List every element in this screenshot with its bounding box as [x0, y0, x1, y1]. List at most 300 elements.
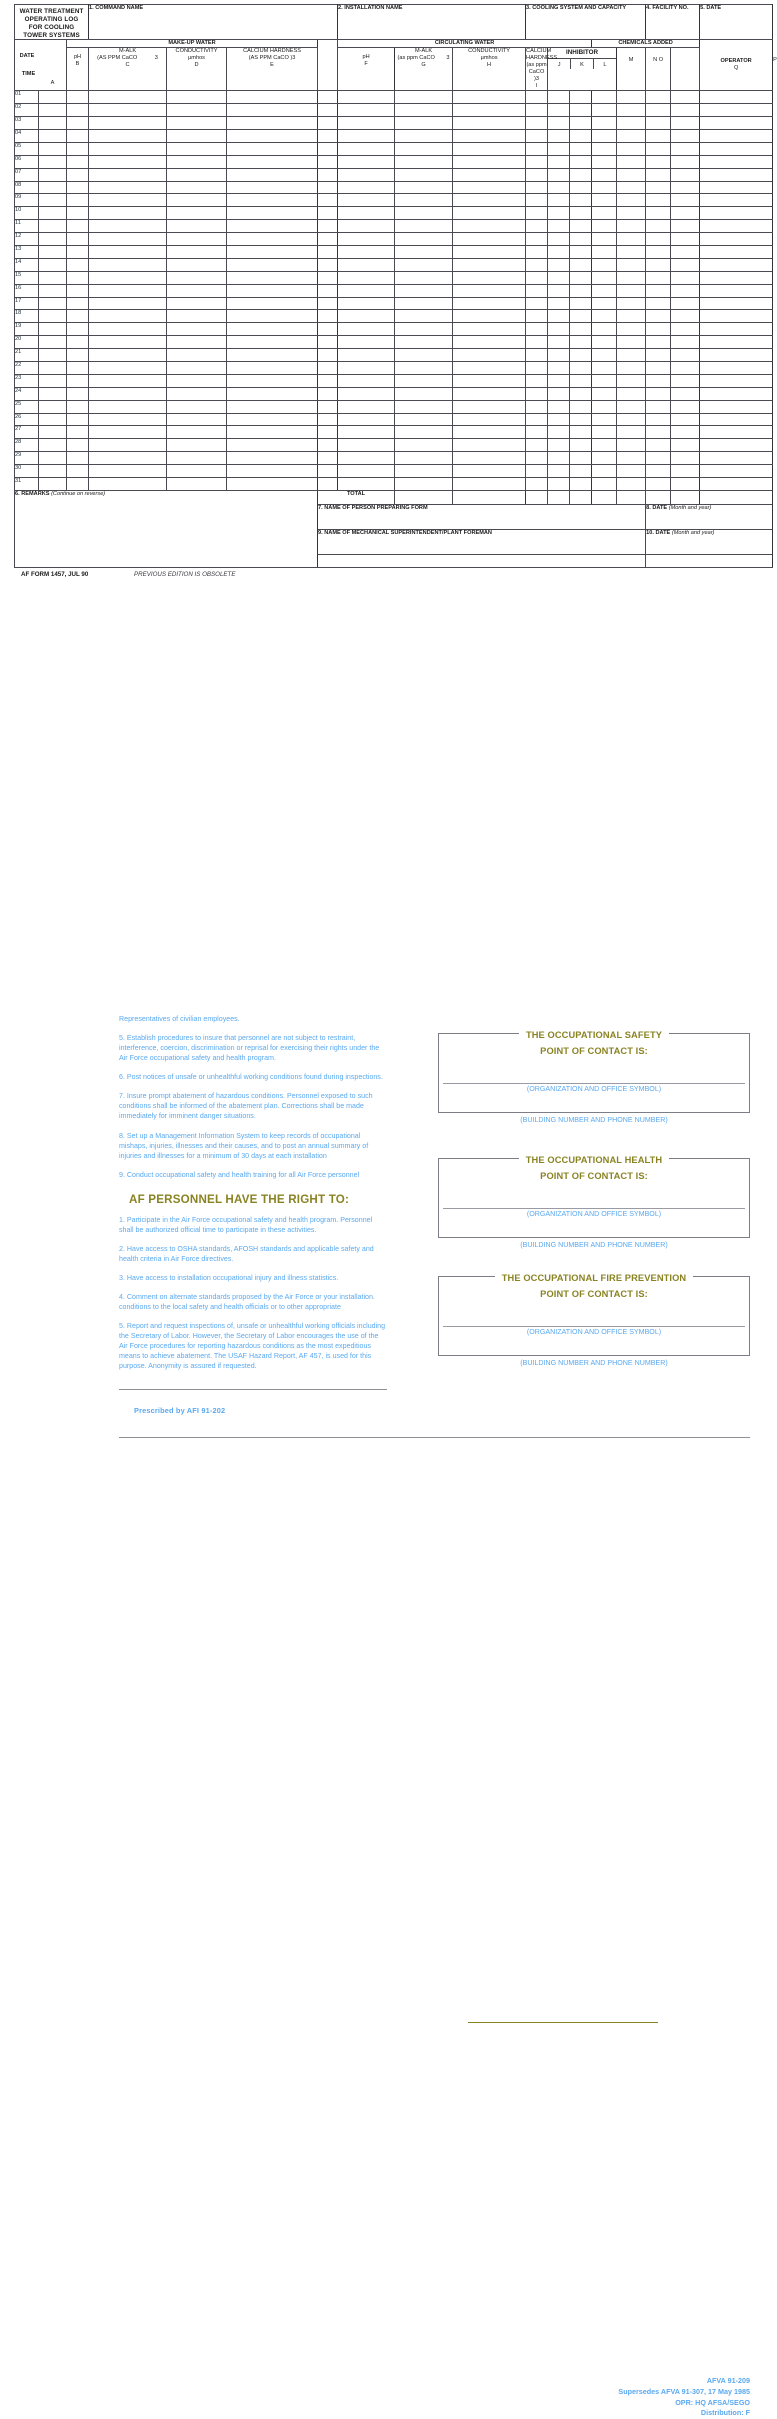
data-cell[interactable]	[67, 374, 89, 387]
data-cell[interactable]	[526, 181, 548, 194]
data-cell[interactable]	[700, 155, 773, 168]
data-cell[interactable]	[167, 271, 227, 284]
data-cell[interactable]	[617, 117, 646, 130]
data-cell[interactable]	[39, 117, 67, 130]
data-cell[interactable]	[646, 194, 671, 207]
data-cell[interactable]	[338, 246, 395, 259]
data-cell[interactable]	[89, 362, 167, 375]
data-cell[interactable]	[671, 168, 700, 181]
data-cell[interactable]	[526, 439, 548, 452]
data-cell[interactable]	[617, 142, 646, 155]
data-cell[interactable]	[39, 258, 67, 271]
data-cell[interactable]	[89, 426, 167, 439]
data-cell[interactable]	[526, 142, 548, 155]
data-cell[interactable]	[67, 155, 89, 168]
field-facility-no[interactable]: 4. FACILITY NO.	[646, 5, 700, 40]
data-cell[interactable]	[453, 310, 526, 323]
data-cell[interactable]	[526, 349, 548, 362]
data-cell[interactable]	[570, 207, 592, 220]
data-cell[interactable]	[617, 194, 646, 207]
data-cell[interactable]	[318, 104, 338, 117]
data-cell[interactable]	[453, 426, 526, 439]
data-cell[interactable]	[338, 117, 395, 130]
data-cell[interactable]	[526, 207, 548, 220]
data-cell[interactable]	[395, 310, 453, 323]
data-cell[interactable]	[39, 439, 67, 452]
data-cell[interactable]	[67, 130, 89, 143]
data-cell[interactable]	[67, 297, 89, 310]
data-cell[interactable]	[338, 297, 395, 310]
data-cell[interactable]	[453, 478, 526, 491]
data-cell[interactable]	[167, 465, 227, 478]
data-cell[interactable]	[700, 323, 773, 336]
field-command-name[interactable]: 1. COMMAND NAME	[89, 5, 338, 40]
data-cell[interactable]	[338, 220, 395, 233]
data-cell[interactable]	[646, 130, 671, 143]
data-cell[interactable]	[453, 400, 526, 413]
data-cell[interactable]	[671, 155, 700, 168]
data-cell[interactable]	[227, 478, 318, 491]
data-cell[interactable]	[338, 104, 395, 117]
data-cell[interactable]	[592, 117, 617, 130]
data-cell[interactable]	[338, 387, 395, 400]
data-cell[interactable]	[67, 465, 89, 478]
data-cell[interactable]	[453, 336, 526, 349]
data-cell[interactable]	[453, 194, 526, 207]
data-cell[interactable]	[526, 323, 548, 336]
data-cell[interactable]	[318, 91, 338, 104]
data-cell[interactable]	[671, 323, 700, 336]
data-cell[interactable]	[167, 297, 227, 310]
data-cell[interactable]	[227, 465, 318, 478]
data-cell[interactable]	[338, 452, 395, 465]
data-cell[interactable]	[167, 478, 227, 491]
data-cell[interactable]	[700, 181, 773, 194]
data-cell[interactable]	[453, 439, 526, 452]
remarks-field[interactable]	[15, 490, 318, 567]
data-cell[interactable]	[671, 130, 700, 143]
data-cell[interactable]	[227, 91, 318, 104]
data-cell[interactable]	[167, 181, 227, 194]
data-cell[interactable]	[592, 323, 617, 336]
data-cell[interactable]	[526, 374, 548, 387]
data-cell[interactable]	[227, 117, 318, 130]
data-cell[interactable]	[646, 168, 671, 181]
data-cell[interactable]	[39, 374, 67, 387]
data-cell[interactable]	[646, 336, 671, 349]
data-cell[interactable]	[395, 155, 453, 168]
total-cell[interactable]	[646, 490, 671, 504]
data-cell[interactable]	[646, 142, 671, 155]
data-cell[interactable]	[548, 155, 570, 168]
data-cell[interactable]	[453, 91, 526, 104]
data-cell[interactable]	[39, 207, 67, 220]
data-cell[interactable]	[526, 362, 548, 375]
data-cell[interactable]	[617, 452, 646, 465]
data-cell[interactable]	[592, 155, 617, 168]
data-cell[interactable]	[700, 194, 773, 207]
data-cell[interactable]	[67, 336, 89, 349]
data-cell[interactable]	[89, 439, 167, 452]
data-cell[interactable]	[67, 323, 89, 336]
data-cell[interactable]	[570, 246, 592, 259]
data-cell[interactable]	[167, 426, 227, 439]
data-cell[interactable]	[227, 362, 318, 375]
data-cell[interactable]	[700, 207, 773, 220]
data-cell[interactable]	[548, 387, 570, 400]
data-cell[interactable]	[526, 91, 548, 104]
data-cell[interactable]	[89, 233, 167, 246]
data-cell[interactable]	[67, 207, 89, 220]
data-cell[interactable]	[39, 142, 67, 155]
data-cell[interactable]	[167, 439, 227, 452]
data-cell[interactable]	[395, 91, 453, 104]
data-cell[interactable]	[700, 336, 773, 349]
data-cell[interactable]	[646, 297, 671, 310]
data-cell[interactable]	[700, 91, 773, 104]
data-cell[interactable]	[570, 181, 592, 194]
data-cell[interactable]	[167, 168, 227, 181]
data-cell[interactable]	[39, 387, 67, 400]
data-cell[interactable]	[526, 168, 548, 181]
data-cell[interactable]	[646, 478, 671, 491]
data-cell[interactable]	[395, 478, 453, 491]
data-cell[interactable]	[318, 181, 338, 194]
data-cell[interactable]	[395, 439, 453, 452]
data-cell[interactable]	[89, 478, 167, 491]
data-cell[interactable]	[67, 117, 89, 130]
data-cell[interactable]	[39, 155, 67, 168]
data-cell[interactable]	[700, 439, 773, 452]
data-cell[interactable]	[453, 452, 526, 465]
data-cell[interactable]	[548, 233, 570, 246]
data-cell[interactable]	[167, 104, 227, 117]
sig-label[interactable]: 7. NAME OF PERSON PREPARING FORM	[318, 504, 646, 529]
data-cell[interactable]	[700, 452, 773, 465]
data-cell[interactable]	[453, 142, 526, 155]
data-cell[interactable]	[167, 400, 227, 413]
data-cell[interactable]	[89, 246, 167, 259]
data-cell[interactable]	[39, 413, 67, 426]
data-cell[interactable]	[671, 349, 700, 362]
data-cell[interactable]	[89, 271, 167, 284]
data-cell[interactable]	[570, 194, 592, 207]
data-cell[interactable]	[338, 155, 395, 168]
data-cell[interactable]	[395, 452, 453, 465]
data-cell[interactable]	[338, 181, 395, 194]
data-cell[interactable]	[453, 297, 526, 310]
data-cell[interactable]	[671, 374, 700, 387]
data-cell[interactable]	[671, 426, 700, 439]
data-cell[interactable]	[592, 413, 617, 426]
data-cell[interactable]	[646, 400, 671, 413]
data-cell[interactable]	[617, 130, 646, 143]
data-cell[interactable]	[548, 362, 570, 375]
data-cell[interactable]	[89, 181, 167, 194]
data-cell[interactable]	[318, 297, 338, 310]
data-cell[interactable]	[338, 207, 395, 220]
data-cell[interactable]	[453, 362, 526, 375]
data-cell[interactable]	[167, 310, 227, 323]
data-cell[interactable]	[646, 207, 671, 220]
total-cell[interactable]	[592, 490, 617, 504]
data-cell[interactable]	[570, 439, 592, 452]
data-cell[interactable]	[700, 130, 773, 143]
field-cooling-system-capacity[interactable]: 3. COOLING SYSTEM AND CAPACITY	[526, 5, 646, 40]
data-cell[interactable]	[548, 104, 570, 117]
data-cell[interactable]	[646, 426, 671, 439]
data-cell[interactable]	[570, 478, 592, 491]
data-cell[interactable]	[89, 284, 167, 297]
data-cell[interactable]	[548, 465, 570, 478]
sig-label[interactable]: 9. NAME OF MECHANICAL SUPERINTENDENT/PLANT FOREMAN	[318, 529, 646, 554]
data-cell[interactable]	[338, 478, 395, 491]
data-cell[interactable]	[570, 452, 592, 465]
data-cell[interactable]	[592, 168, 617, 181]
data-cell[interactable]	[395, 142, 453, 155]
data-cell[interactable]	[395, 400, 453, 413]
data-cell[interactable]	[526, 130, 548, 143]
data-cell[interactable]	[318, 374, 338, 387]
data-cell[interactable]	[570, 413, 592, 426]
data-cell[interactable]	[617, 297, 646, 310]
data-cell[interactable]	[646, 362, 671, 375]
data-cell[interactable]	[700, 233, 773, 246]
data-cell[interactable]	[617, 387, 646, 400]
data-cell[interactable]	[646, 387, 671, 400]
data-cell[interactable]	[700, 220, 773, 233]
data-cell[interactable]	[570, 310, 592, 323]
data-cell[interactable]	[227, 233, 318, 246]
data-cell[interactable]	[338, 349, 395, 362]
data-cell[interactable]	[646, 246, 671, 259]
data-cell[interactable]	[526, 194, 548, 207]
data-cell[interactable]	[592, 426, 617, 439]
data-cell[interactable]	[592, 91, 617, 104]
data-cell[interactable]	[617, 349, 646, 362]
data-cell[interactable]	[227, 452, 318, 465]
data-cell[interactable]	[67, 181, 89, 194]
data-cell[interactable]	[548, 284, 570, 297]
data-cell[interactable]	[548, 246, 570, 259]
data-cell[interactable]	[548, 142, 570, 155]
data-cell[interactable]	[617, 439, 646, 452]
data-cell[interactable]	[338, 323, 395, 336]
data-cell[interactable]	[592, 181, 617, 194]
data-cell[interactable]	[89, 258, 167, 271]
data-cell[interactable]	[592, 387, 617, 400]
data-cell[interactable]	[671, 465, 700, 478]
data-cell[interactable]	[227, 336, 318, 349]
data-cell[interactable]	[39, 220, 67, 233]
data-cell[interactable]	[227, 374, 318, 387]
data-cell[interactable]	[671, 117, 700, 130]
data-cell[interactable]	[89, 220, 167, 233]
data-cell[interactable]	[338, 310, 395, 323]
data-cell[interactable]	[700, 374, 773, 387]
data-cell[interactable]	[700, 362, 773, 375]
data-cell[interactable]	[548, 426, 570, 439]
data-cell[interactable]	[318, 465, 338, 478]
data-cell[interactable]	[570, 284, 592, 297]
data-cell[interactable]	[67, 91, 89, 104]
data-cell[interactable]	[617, 155, 646, 168]
data-cell[interactable]	[39, 271, 67, 284]
data-cell[interactable]	[570, 323, 592, 336]
data-cell[interactable]	[646, 258, 671, 271]
data-cell[interactable]	[453, 323, 526, 336]
data-cell[interactable]	[526, 233, 548, 246]
total-cell[interactable]	[617, 490, 646, 504]
data-cell[interactable]	[646, 91, 671, 104]
data-cell[interactable]	[318, 426, 338, 439]
data-cell[interactable]	[592, 220, 617, 233]
data-cell[interactable]	[395, 336, 453, 349]
data-cell[interactable]	[395, 104, 453, 117]
data-cell[interactable]	[227, 323, 318, 336]
data-cell[interactable]	[167, 349, 227, 362]
data-cell[interactable]	[338, 233, 395, 246]
data-cell[interactable]	[700, 478, 773, 491]
data-cell[interactable]	[646, 104, 671, 117]
data-cell[interactable]	[592, 271, 617, 284]
data-cell[interactable]	[39, 91, 67, 104]
data-cell[interactable]	[548, 194, 570, 207]
data-cell[interactable]	[646, 117, 671, 130]
data-cell[interactable]	[453, 271, 526, 284]
data-cell[interactable]	[227, 207, 318, 220]
data-cell[interactable]	[617, 426, 646, 439]
data-cell[interactable]	[318, 323, 338, 336]
data-cell[interactable]	[227, 426, 318, 439]
data-cell[interactable]	[700, 349, 773, 362]
data-cell[interactable]	[338, 284, 395, 297]
data-cell[interactable]	[526, 246, 548, 259]
data-cell[interactable]	[671, 142, 700, 155]
data-cell[interactable]	[338, 258, 395, 271]
data-cell[interactable]	[548, 452, 570, 465]
data-cell[interactable]	[646, 284, 671, 297]
data-cell[interactable]	[526, 117, 548, 130]
data-cell[interactable]	[67, 452, 89, 465]
data-cell[interactable]	[646, 374, 671, 387]
data-cell[interactable]	[592, 400, 617, 413]
data-cell[interactable]	[89, 336, 167, 349]
data-cell[interactable]	[453, 155, 526, 168]
data-cell[interactable]	[318, 387, 338, 400]
data-cell[interactable]	[395, 233, 453, 246]
data-cell[interactable]	[671, 387, 700, 400]
data-cell[interactable]	[646, 220, 671, 233]
data-cell[interactable]	[395, 297, 453, 310]
data-cell[interactable]	[167, 323, 227, 336]
data-cell[interactable]	[395, 413, 453, 426]
data-cell[interactable]	[646, 323, 671, 336]
data-cell[interactable]	[395, 349, 453, 362]
data-cell[interactable]	[167, 142, 227, 155]
data-cell[interactable]	[39, 478, 67, 491]
data-cell[interactable]	[617, 91, 646, 104]
data-cell[interactable]	[167, 258, 227, 271]
data-cell[interactable]	[39, 194, 67, 207]
data-cell[interactable]	[526, 297, 548, 310]
data-cell[interactable]	[227, 413, 318, 426]
data-cell[interactable]	[548, 439, 570, 452]
data-cell[interactable]	[338, 91, 395, 104]
data-cell[interactable]	[617, 104, 646, 117]
data-cell[interactable]	[318, 413, 338, 426]
data-cell[interactable]	[338, 362, 395, 375]
data-cell[interactable]	[592, 297, 617, 310]
data-cell[interactable]	[453, 233, 526, 246]
data-cell[interactable]	[395, 374, 453, 387]
data-cell[interactable]	[39, 400, 67, 413]
data-cell[interactable]	[548, 310, 570, 323]
data-cell[interactable]	[395, 426, 453, 439]
data-cell[interactable]	[570, 400, 592, 413]
total-cell[interactable]	[453, 490, 526, 504]
data-cell[interactable]	[617, 246, 646, 259]
data-cell[interactable]	[67, 284, 89, 297]
data-cell[interactable]	[592, 452, 617, 465]
data-cell[interactable]	[646, 181, 671, 194]
data-cell[interactable]	[395, 181, 453, 194]
data-cell[interactable]	[570, 349, 592, 362]
data-cell[interactable]	[338, 426, 395, 439]
data-cell[interactable]	[227, 297, 318, 310]
data-cell[interactable]	[167, 413, 227, 426]
data-cell[interactable]	[548, 374, 570, 387]
data-cell[interactable]	[395, 362, 453, 375]
data-cell[interactable]	[671, 104, 700, 117]
data-cell[interactable]	[617, 465, 646, 478]
data-cell[interactable]	[89, 413, 167, 426]
data-cell[interactable]	[671, 336, 700, 349]
field-date[interactable]: 5. DATE	[700, 5, 773, 40]
data-cell[interactable]	[526, 465, 548, 478]
data-cell[interactable]	[548, 478, 570, 491]
data-cell[interactable]	[526, 284, 548, 297]
total-cell[interactable]	[548, 490, 570, 504]
data-cell[interactable]	[395, 323, 453, 336]
data-cell[interactable]	[227, 439, 318, 452]
data-cell[interactable]	[89, 387, 167, 400]
data-cell[interactable]	[318, 220, 338, 233]
data-cell[interactable]	[227, 155, 318, 168]
data-cell[interactable]	[89, 465, 167, 478]
data-cell[interactable]	[318, 336, 338, 349]
data-cell[interactable]	[671, 246, 700, 259]
data-cell[interactable]	[227, 284, 318, 297]
data-cell[interactable]	[89, 207, 167, 220]
total-cell[interactable]	[395, 490, 453, 504]
data-cell[interactable]	[646, 413, 671, 426]
data-cell[interactable]	[338, 168, 395, 181]
data-cell[interactable]	[227, 142, 318, 155]
data-cell[interactable]	[318, 271, 338, 284]
data-cell[interactable]	[395, 117, 453, 130]
data-cell[interactable]	[617, 323, 646, 336]
data-cell[interactable]	[453, 207, 526, 220]
data-cell[interactable]	[338, 142, 395, 155]
data-cell[interactable]	[89, 374, 167, 387]
data-cell[interactable]	[453, 413, 526, 426]
data-cell[interactable]	[700, 426, 773, 439]
data-cell[interactable]	[617, 233, 646, 246]
data-cell[interactable]	[526, 155, 548, 168]
data-cell[interactable]	[167, 233, 227, 246]
data-cell[interactable]	[548, 91, 570, 104]
